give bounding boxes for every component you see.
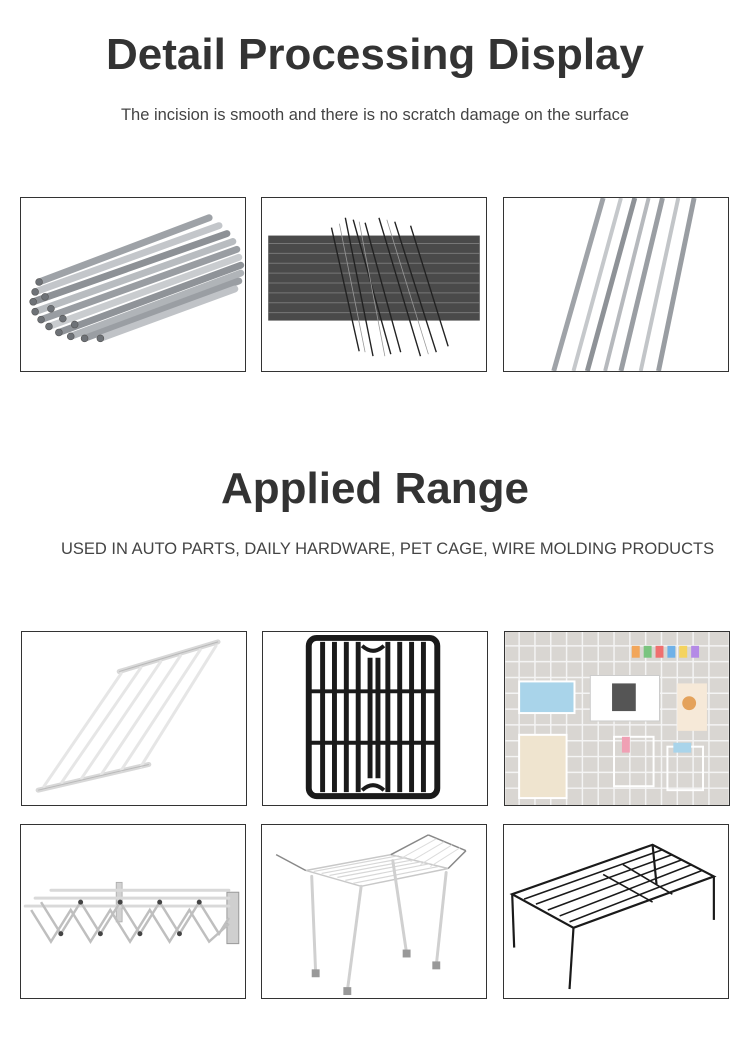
wall-grid-baskets-image bbox=[504, 631, 730, 806]
grill-grate-image bbox=[262, 631, 488, 806]
applied-range-subtitle: USED IN AUTO PARTS, DAILY HARDWARE, PET CAGE, WIRE MOLDING PRODUCTS bbox=[61, 540, 715, 558]
detail-processing-title: Detail Processing Display bbox=[106, 30, 644, 79]
standing-clothes-airer-image bbox=[261, 824, 487, 999]
applied-range-title: Applied Range bbox=[220, 464, 530, 513]
folding-drying-rack-image bbox=[21, 631, 247, 806]
wire-shelf-rack-image bbox=[503, 824, 729, 999]
detail-processing-subtitle: The incision is smooth and there is no scratch damage on the surface bbox=[120, 106, 630, 124]
steel-rods-image bbox=[503, 197, 729, 372]
steel-bar-bundle-image bbox=[20, 197, 246, 372]
wire-closeup-image bbox=[261, 197, 487, 372]
wall-mounted-drying-rack-image bbox=[20, 824, 246, 999]
